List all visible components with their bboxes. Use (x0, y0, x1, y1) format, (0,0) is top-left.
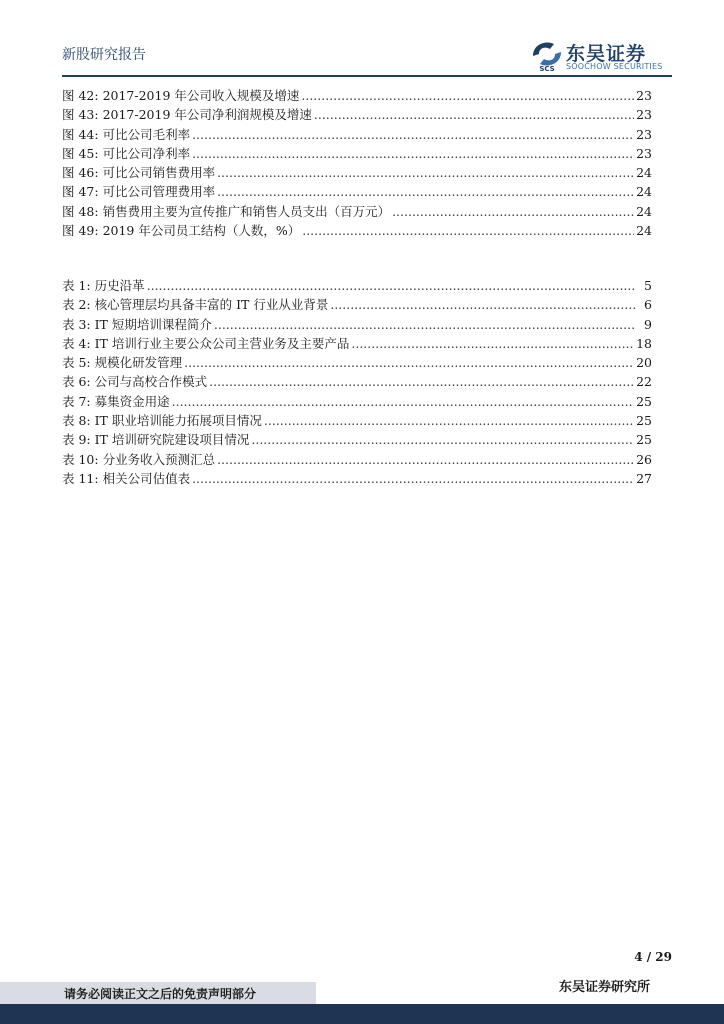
toc-leader-dots (192, 125, 634, 144)
toc-entry-page: 23 (636, 107, 652, 123)
logo-chinese-name: 东吴证券 (566, 43, 647, 65)
toc-entry-label: 图 49: 2019 年公司员工结构（人数，%） (62, 223, 301, 239)
figures-table-of-contents (62, 86, 652, 240)
toc-entry-page: 20 (636, 355, 652, 371)
toc-entry[interactable] (62, 469, 652, 488)
toc-entry-page: 23 (636, 126, 652, 142)
toc-entry-label: 表 4: IT 培训行业主要公众公司主营业务及主要产品 (62, 335, 350, 351)
toc-entry-page: 25 (636, 413, 652, 429)
toc-entry[interactable] (62, 450, 652, 469)
toc-entry-label: 表 8: IT 职业培训能力拓展项目情况 (62, 413, 262, 429)
toc-entry[interactable] (62, 430, 652, 449)
toc-entry[interactable] (62, 182, 652, 201)
toc-entry-page: 25 (636, 393, 652, 409)
toc-entry-label: 图 43: 2017-2019 年公司净利润规模及增速 (62, 107, 312, 123)
toc-entry-page: 24 (636, 203, 652, 219)
toc-leader-dots (192, 144, 634, 163)
toc-entry[interactable] (62, 202, 652, 221)
toc-entry-page: 24 (636, 223, 652, 239)
toc-leader-dots (217, 450, 634, 469)
report-type: 新股研究报告 (62, 47, 146, 63)
toc-leader-dots (251, 430, 634, 449)
toc-entry-page: 27 (636, 470, 652, 486)
toc-entry[interactable] (62, 86, 652, 105)
toc-entry-label: 图 46: 可比公司销售费用率 (62, 165, 216, 181)
toc-entry-page: 24 (636, 184, 652, 200)
footer-institute: 东吴证券研究所 (558, 980, 650, 995)
footer-disclaimer: 请务必阅读正文之后的免责声明部分 (64, 987, 257, 1001)
header-divider (62, 75, 672, 77)
toc-entry[interactable] (62, 125, 652, 144)
toc-entry[interactable] (62, 276, 652, 295)
toc-entry[interactable] (62, 221, 652, 240)
toc-leader-dots (217, 163, 634, 182)
toc-entry-page: 23 (636, 145, 652, 161)
logo-emblem-text: SCS (539, 65, 555, 72)
company-logo (530, 38, 680, 72)
toc-entry-page: 6 (644, 297, 652, 313)
toc-leader-dots (351, 334, 634, 353)
toc-entry[interactable] (62, 334, 652, 353)
toc-entry-page: 26 (636, 451, 652, 467)
toc-leader-dots (147, 276, 636, 295)
toc-entry-label: 表 10: 分业务收入预测汇总 (62, 451, 216, 467)
page-number: 4 / 29 (634, 950, 672, 964)
toc-entry[interactable] (62, 163, 652, 182)
toc-entry-label: 表 9: IT 培训研究院建设项目情况 (62, 432, 250, 448)
toc-entry-label: 图 45: 可比公司净利率 (62, 145, 191, 161)
toc-entry-label: 表 7: 募集资金用途 (62, 393, 170, 409)
toc-entry[interactable] (62, 105, 652, 124)
toc-entry-label: 图 47: 可比公司管理费用率 (62, 184, 216, 200)
toc-leader-dots (192, 469, 634, 488)
toc-entry-label: 表 2: 核心管理层均具备丰富的 IT 行业从业背景 (62, 297, 329, 313)
toc-leader-dots (314, 105, 634, 124)
toc-entry-label: 图 42: 2017-2019 年公司收入规模及增速 (62, 88, 300, 103)
toc-entry-label: 表 1: 历史沿革 (62, 278, 145, 293)
tables-table-of-contents (62, 276, 652, 488)
footer-bar (0, 1004, 724, 1024)
toc-leader-dots (264, 411, 634, 430)
toc-leader-dots (217, 182, 634, 201)
toc-entry-label: 表 5: 规模化研发管理 (62, 355, 183, 371)
toc-entry-page: 18 (636, 335, 652, 351)
toc-entry-label: 图 48: 销售费用主要为宣传推广和销售人员支出（百万元） (62, 203, 391, 219)
toc-leader-dots (172, 392, 634, 411)
toc-entry-label: 图 44: 可比公司毛利率 (62, 126, 191, 142)
logo-emblem-icon (530, 38, 564, 72)
toc-entry[interactable] (62, 295, 652, 314)
toc-entry-page: 5 (644, 278, 652, 293)
toc-entry[interactable] (62, 353, 652, 372)
toc-leader-dots (330, 295, 636, 314)
toc-entry-page: 22 (636, 374, 652, 390)
toc-entry[interactable] (62, 315, 652, 334)
footer (0, 980, 724, 1024)
toc-entry-page: 9 (644, 316, 652, 332)
toc-entry-label: 表 11: 相关公司估值表 (62, 470, 191, 486)
toc-entry-label: 表 6: 公司与高校合作模式 (62, 374, 208, 390)
toc-leader-dots (302, 221, 634, 240)
toc-entry-page: 24 (636, 165, 652, 181)
toc-entry[interactable] (62, 392, 652, 411)
logo-english-name: SOOCHOW SECURITIES (566, 62, 663, 71)
toc-entry-page: 23 (636, 88, 652, 103)
toc-entry[interactable] (62, 372, 652, 391)
toc-leader-dots (209, 372, 634, 391)
toc-leader-dots (214, 315, 636, 334)
toc-entry-label: 表 3: IT 短期培训课程简介 (62, 316, 212, 332)
toc-entry[interactable] (62, 144, 652, 163)
toc-entry[interactable] (62, 411, 652, 430)
toc-entry-page: 25 (636, 432, 652, 448)
toc-leader-dots (392, 202, 634, 221)
toc-leader-dots (184, 353, 634, 372)
toc-leader-dots (301, 86, 634, 105)
